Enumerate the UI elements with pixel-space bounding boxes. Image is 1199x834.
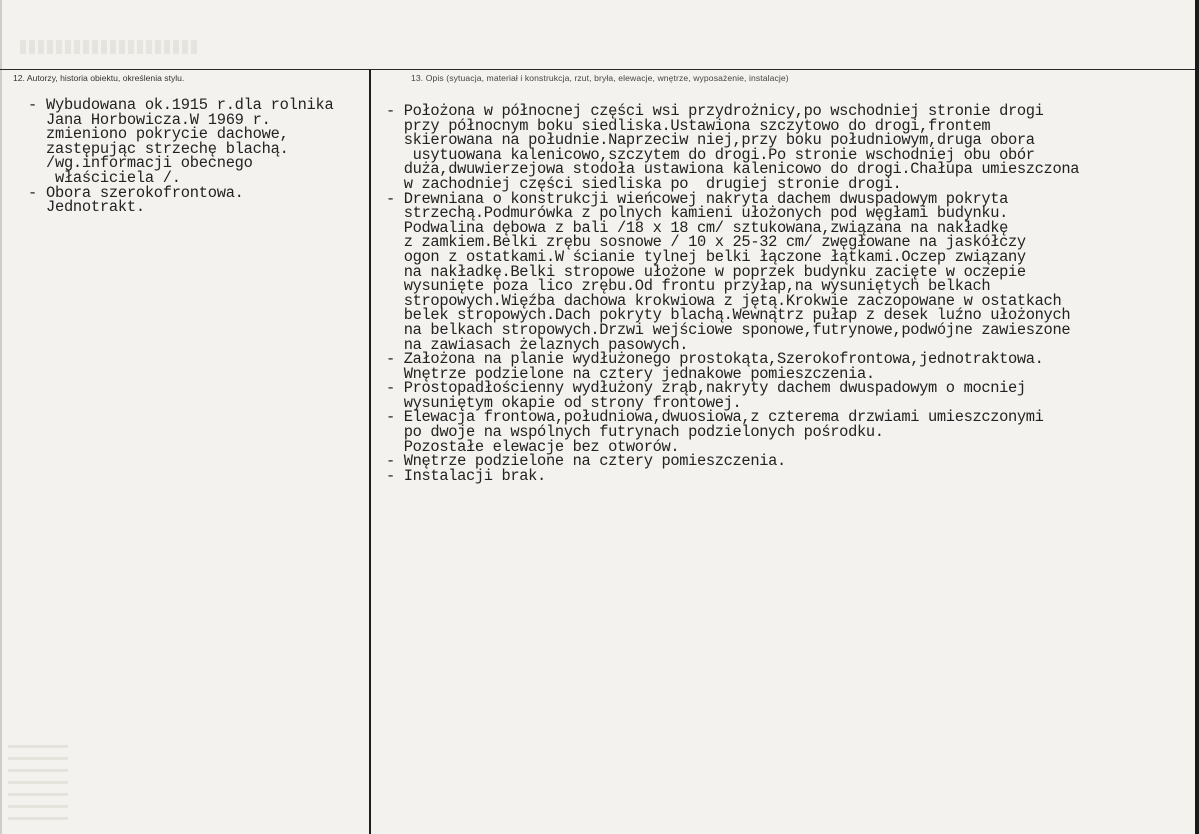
description-text-line: - Prostopadłościenny wydłużony zrąb,nakryty dachem dwuspadowym o mocniej	[386, 379, 1026, 398]
history-text-line: właściciela /.	[28, 168, 181, 187]
description-text-line: duża,dwuwierzejowa stodoła ustawiona kalenicowo do drogi.Chałupa umieszczona	[386, 160, 1080, 179]
description-text-line: Wnętrze podzielone na cztery jednakowe pomieszczenia.	[386, 364, 875, 383]
description-text-line: - Założona na planie wydłużonego prostokąta,Szerokofrontowa,jednotraktowa.	[386, 350, 1044, 369]
description-text-line: na zawiasach żelaznych pasowych.	[386, 335, 689, 354]
description-text-line: na nakładkę.Belki stropowe ułożone w poprzek budynku zacięte w oczepie	[386, 262, 1026, 281]
history-text-line: - Wybudowana ok.1915 r.dla rolnika	[28, 96, 334, 114]
description-text-line: wysunięte poza lico zrębu.Od frontu przyłap,na wysuniętych belkach	[386, 277, 991, 296]
history-text-line: Jednotrakt.	[28, 198, 145, 217]
description-text-line: - Wnętrze podzielone na cztery pomieszczenia.	[386, 452, 786, 471]
card-left-edge	[0, 0, 2, 834]
description-text-line: - Drewniana o konstrukcji wieńcowej nakryta dachem dwuspadowym pokryta	[386, 189, 1009, 208]
faint-show-through-bottom-left	[8, 740, 68, 820]
description-text-line: w zachodniej części siedliska po drugiej stronie drogi.	[386, 174, 902, 193]
history-text-line: zastępując strzechę blachą.	[28, 139, 289, 158]
description-text-line: z zamkiem.Belki zrębu sosnowe / 10 x 25-32 cm/ zwęgłowane na jaskółczy	[386, 233, 1026, 252]
description-text-line: - Położona w północnej części wsi przydrożnicy,po wschodniej stronie drogi	[386, 102, 1044, 120]
history-typed-text	[28, 98, 334, 215]
history-text-line: /wg.informacji obecnego	[28, 154, 253, 173]
description-text-line: po dwoje na wspólnych futrynach podzielonych pośrodku.	[386, 423, 884, 442]
faint-show-through-top	[20, 40, 200, 54]
description-text-line: Pozostałe elewacje bez otworów.	[386, 437, 680, 456]
description-text-line: Podwalina dębowa z bali /18 x 18 cm/ sztukowana,związana na nakładkę	[386, 218, 1009, 237]
description-text-line: ogon z ostatkami.W ścianie tylnej belki łączone łątkami.Oczep związany	[386, 247, 1026, 266]
history-text-line: - Obora szerokofrontowa.	[28, 183, 244, 202]
description-text-line: - Instalacji brak.	[386, 466, 546, 485]
history-text-line: Jana Horbowicza.W 1969 r.	[28, 110, 271, 129]
description-typed-text	[386, 104, 1079, 483]
description-text-line: strzechą.Podmurówka z polnych kamieni ułożonych pod węgłami budynku.	[386, 204, 1009, 223]
header-divider-line	[0, 69, 1195, 70]
description-text-line: na belkach stropowych.Drzwi wejściowe sponowe,futrynowe,podwójne zawieszone	[386, 320, 1071, 339]
description-text-line: stropowych.Więźba dachowa krokwiowa z jętą.Krokwie zaczopowane w ostatkach	[386, 291, 1062, 310]
description-text-line: belek stropowych.Dach pokryty blachą.Wewnątrz pułap z desek luźno ułożonych	[386, 306, 1071, 325]
description-text-line: skierowana na południe.Naprzeciw niej,przy boku południowym,druga obora	[386, 131, 1035, 150]
section-12-header: 12. Autorzy, historia obiektu, określenia stylu.	[13, 73, 185, 83]
card-right-edge	[1195, 0, 1199, 834]
column-divider-line	[369, 69, 371, 834]
section-13-header: 13. Opis (sytuacja, materiał i konstrukcja, rzut, bryła, elewacje, wnętrze, wyposażenie, instalacje)	[411, 73, 789, 83]
description-text-line: przy północnym boku siedliska.Ustawiona szczytowo do drogi,frontem	[386, 116, 991, 135]
description-text-line: usytuowana kalenicowo,szczytem do drogi.Po stronie wschodniej obu obór	[386, 145, 1035, 164]
history-text-line: zmieniono pokrycie dachowe,	[28, 125, 289, 144]
description-text-line: - Elewacja frontowa,południowa,dwuosiowa,z czterema drzwiami umieszczonymi	[386, 408, 1044, 427]
description-text-line: wysuniętym okapie od strony frontowej.	[386, 393, 742, 412]
